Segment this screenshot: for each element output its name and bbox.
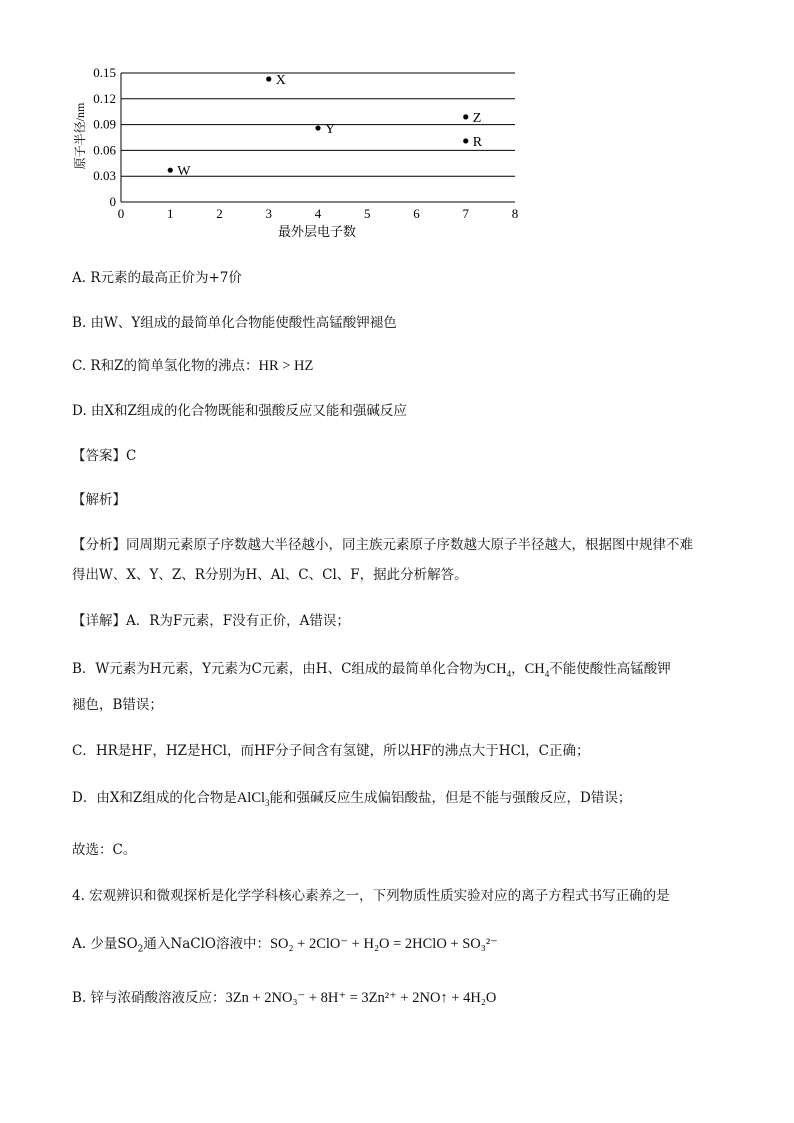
question-4-option-a xyxy=(72,934,498,960)
detail-d-post: 能和强碱反应生成偏铝酸盐，但是不能与强酸反应，D错误； xyxy=(269,790,632,806)
atomic-radius-chart xyxy=(64,56,534,246)
data-point-y xyxy=(315,125,320,130)
y-tick-label: 0 xyxy=(109,194,116,209)
grid-lines xyxy=(121,73,515,202)
point-label-z: Z xyxy=(472,110,482,126)
x-tick-labels xyxy=(118,206,519,221)
x-tick-label: 6 xyxy=(413,206,420,221)
y-axis-label: 原子半径/nm xyxy=(73,102,87,170)
detail-d-text: D．由X和Z组成的化合物是 xyxy=(72,790,237,806)
question-4-option-b xyxy=(72,988,496,1008)
option-c-formula: HR > HZ xyxy=(258,358,314,374)
point-label-y: Y xyxy=(325,122,336,138)
data-point-z xyxy=(463,114,468,119)
answer-value: C xyxy=(126,448,137,464)
x-tick-label: 2 xyxy=(216,206,223,221)
x-tick-label: 7 xyxy=(462,206,469,221)
analysis-heading: 【解析】 xyxy=(72,492,126,508)
x-tick-label: 4 xyxy=(314,206,322,221)
option-c xyxy=(72,356,313,376)
y-tick-label: 0.06 xyxy=(93,142,116,158)
y-tick-label: 0.12 xyxy=(93,90,116,106)
conclusion: 故选：C。 xyxy=(72,842,137,858)
point-label-x: X xyxy=(275,73,286,89)
q4a-sub: 2 xyxy=(137,944,144,955)
q4b-text: B. 锌与浓硝酸溶液反应： xyxy=(72,990,226,1006)
ch4-formula: $CH_4$ xyxy=(486,661,512,679)
detail-b-comma: ， xyxy=(511,661,525,677)
x-tick-label: 8 xyxy=(511,206,519,221)
q4a-text: A. 少量SO xyxy=(72,936,138,952)
x-tick-label: 3 xyxy=(265,206,272,221)
ch4-formula-2: $CH_4$ xyxy=(524,661,550,679)
y-tick-label: 0.03 xyxy=(93,168,116,184)
option-d: D. 由X和Z组成的化合物既能和强酸反应又能和强碱反应 xyxy=(72,403,407,419)
q4b-equation: 3Zn + 2NO₃⁻ + 8H⁺ = 3Zn²⁺ + 2NO↑ + 4H₂O xyxy=(225,990,497,1006)
q4a-equation: SO₂ + 2ClO⁻ + H₂O = 2HClO + SO₃²⁻ xyxy=(269,936,498,952)
option-c-text: C. R和Z的简单氢化物的沸点： xyxy=(72,358,259,374)
data-point-r xyxy=(463,138,468,143)
y-tick-label: 0.15 xyxy=(93,65,116,80)
q4a-mid: 通入NaClO溶液中： xyxy=(143,936,270,952)
detail-b-text: B．W元素为H元素，Y元素为C元素，由H、C组成的最简单化合物为 xyxy=(72,661,487,677)
point-label-w: W xyxy=(177,164,191,180)
y-tick-labels xyxy=(93,65,116,209)
detail-b-line-1 xyxy=(72,659,671,684)
detail-b-post: 不能使酸性高锰酸钾 xyxy=(549,661,671,677)
detail-c: C．HR是HF，HZ是HCl，而HF分子间含有氢键，所以HF的沸点大于HCl，C正确； xyxy=(72,743,590,759)
fenxi-line-1: 【分析】同周期元素原子序数越大半径越小，同主族元素原子序数越大原子半径越大，根据图中规律不难 xyxy=(72,537,693,553)
detail-a: 【详解】A．R为F元素，F没有正价，A错误； xyxy=(72,613,350,629)
alcl3-formula: AlCl$_3$ xyxy=(236,790,270,808)
answer-line xyxy=(72,446,136,466)
point-label-r: R xyxy=(472,134,483,150)
detail-b-line-2: 褪色，B错误； xyxy=(72,697,163,713)
data-point-x xyxy=(266,76,271,81)
x-tick-label: 1 xyxy=(167,206,174,221)
x-tick-label: 0 xyxy=(117,206,125,221)
x-axis-label: 最外层电子数 xyxy=(277,224,357,239)
question-4-stem: 4. 宏观辨识和微观探析是化学学科核心素养之一，下列物质性质实验对应的离子方程式书写正确的是 xyxy=(72,888,670,904)
fenxi-line-2: 得出W、X、Y、Z、R分别为H、Al、C、Cl、F，据此分析解答。 xyxy=(72,567,468,583)
x-tick-label: 5 xyxy=(364,206,371,221)
detail-d xyxy=(72,788,631,813)
y-tick-label: 0.09 xyxy=(93,116,116,132)
option-a: A. R元素的最高正价为+7价 xyxy=(72,270,242,286)
data-point-w xyxy=(168,168,173,173)
data-points xyxy=(168,73,483,179)
option-b: B. 由W、Y组成的最简单化合物能使酸性高锰酸钾褪色 xyxy=(72,315,397,331)
answer-tag: 【答案】 xyxy=(72,448,126,464)
